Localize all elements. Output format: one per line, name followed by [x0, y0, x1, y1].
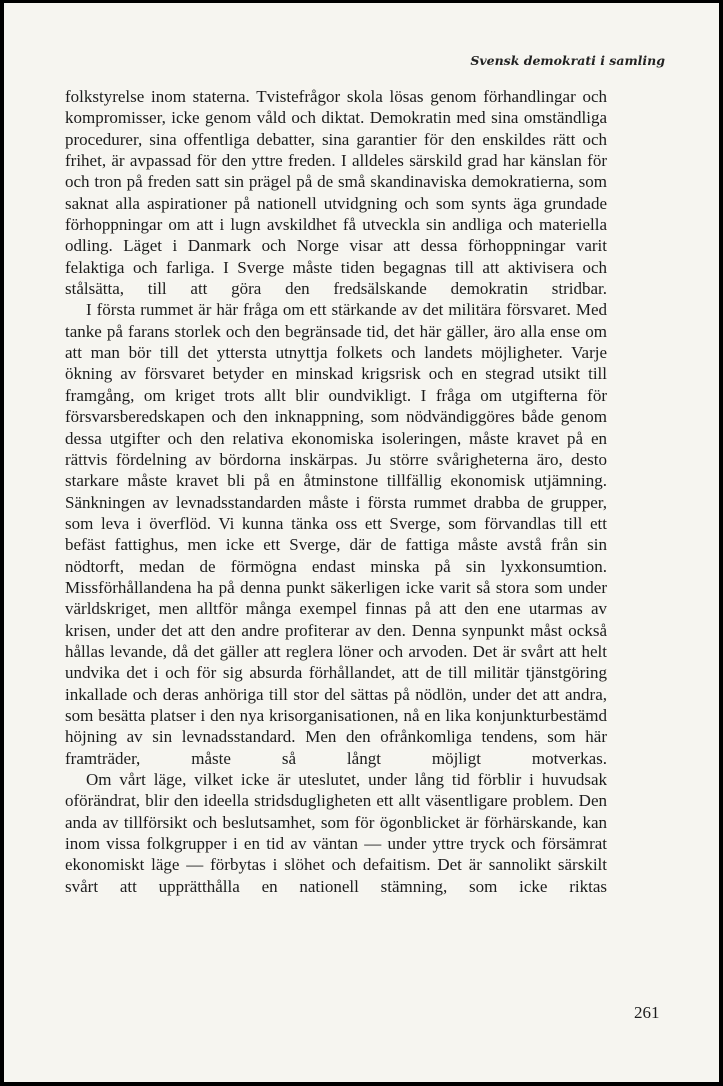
running-head-title: Svensk demokrati i samling [470, 53, 665, 68]
body-text [65, 86, 607, 897]
paragraph-2: I första rummet är här fråga om ett stärkande av det militära försvaret. Med tanke på farans storlek och den begränsade tid, det här gäller, äro alla ense om att man bör till det yttersta utnyttja folkets och landets möjligheter. Varje ökning av försvaret betyder en minskad krigsrisk och en stegrad utsikt till framgång, om kriget trots allt blir oundvikligt. I fråga om utgifterna för försvarsberedskapen och den inknappning, som nödvändiggöres både genom dessa utgifter och den relativa ekonomiska isoleringen, måste kravet på en rättvis fördelning av bördorna inskärpas. Ju större svårigheterna äro, desto starkare måste kravet bli på en åtminstone tillfällig ekonomisk utjämning. Sänkningen av levnadsstandarden måste i första rummet drabba de grupper, som leva i överflöd. Vi kunna tänka oss ett Sverge, som förvandlas till ett befäst fattighus, men icke ett Sverge, där de fattiga måste avstå från sin nödtorft, medan de förmögna endast minska på sin lyxkonsumtion. Missförhållandena ha på denna punkt säkerligen icke varit så stora som under världskriget, men alltför många exempel finnas på att den ene utarmas av krisen, under det att den andre profiterar av den. Denna synpunkt måst också hållas levande, då det gäller att reglera löner och arvoden. Det är svårt att helt undvika det i och för sig absurda förhållandet, att de till militär tjänstgöring inkallade och deras anhöriga till stor del sättas på nödlön, under det att andra, som besätta platser i den nya krisorganisationen, nå en lika konjunkturbestämd höjning av sin levnadsstandard. Men den ofrånkomliga tendens, som här framträder, måste så långt möjligt motverkas. [65, 300, 607, 768]
book-page [4, 3, 719, 1082]
paragraph-3: Om vårt läge, vilket icke är uteslutet, under lång tid förblir i huvudsak oförändrat, blir den ideella stridsdugligheten ett allt väsentligare problem. Den anda av tillförsikt och beslutsamhet, som för ögonblicket är förhärskande, kan inom vissa folkgrupper i en tid av väntan — under yttre tryck och försämrat ekonomiskt läge — förbytas i slöhet och defaitism. Det är sannolikt särskilt svårt att upprätthålla en nationell stämning, som icke riktas [65, 770, 607, 896]
page-number: 261 [634, 1003, 660, 1022]
paragraph-1: folkstyrelse inom staterna. Tvistefrågor skola lösas genom förhandlingar och kompromisser, icke genom våld och diktat. Demokratin med sina omständliga procedurer, sina offentliga debatter, sina garantier för den enskildes rätt och frihet, är avpassad för den yttre freden. I alldeles särskild grad har känslan för och tron på freden satt sin prägel på de små skandinaviska demokratierna, som saknat alla aspirationer på nationell utvidgning och som synts äga grundade förhoppningar om att i lugn avskildhet få utveckla sin andliga och materiella odling. Läget i Danmark och Norge visar att dessa förhoppningar varit felaktiga och farliga. I Sverge måste tiden begagnas till att aktivisera och stålsätta, till att göra den fredsälskande demokratin stridbar. [65, 87, 607, 299]
